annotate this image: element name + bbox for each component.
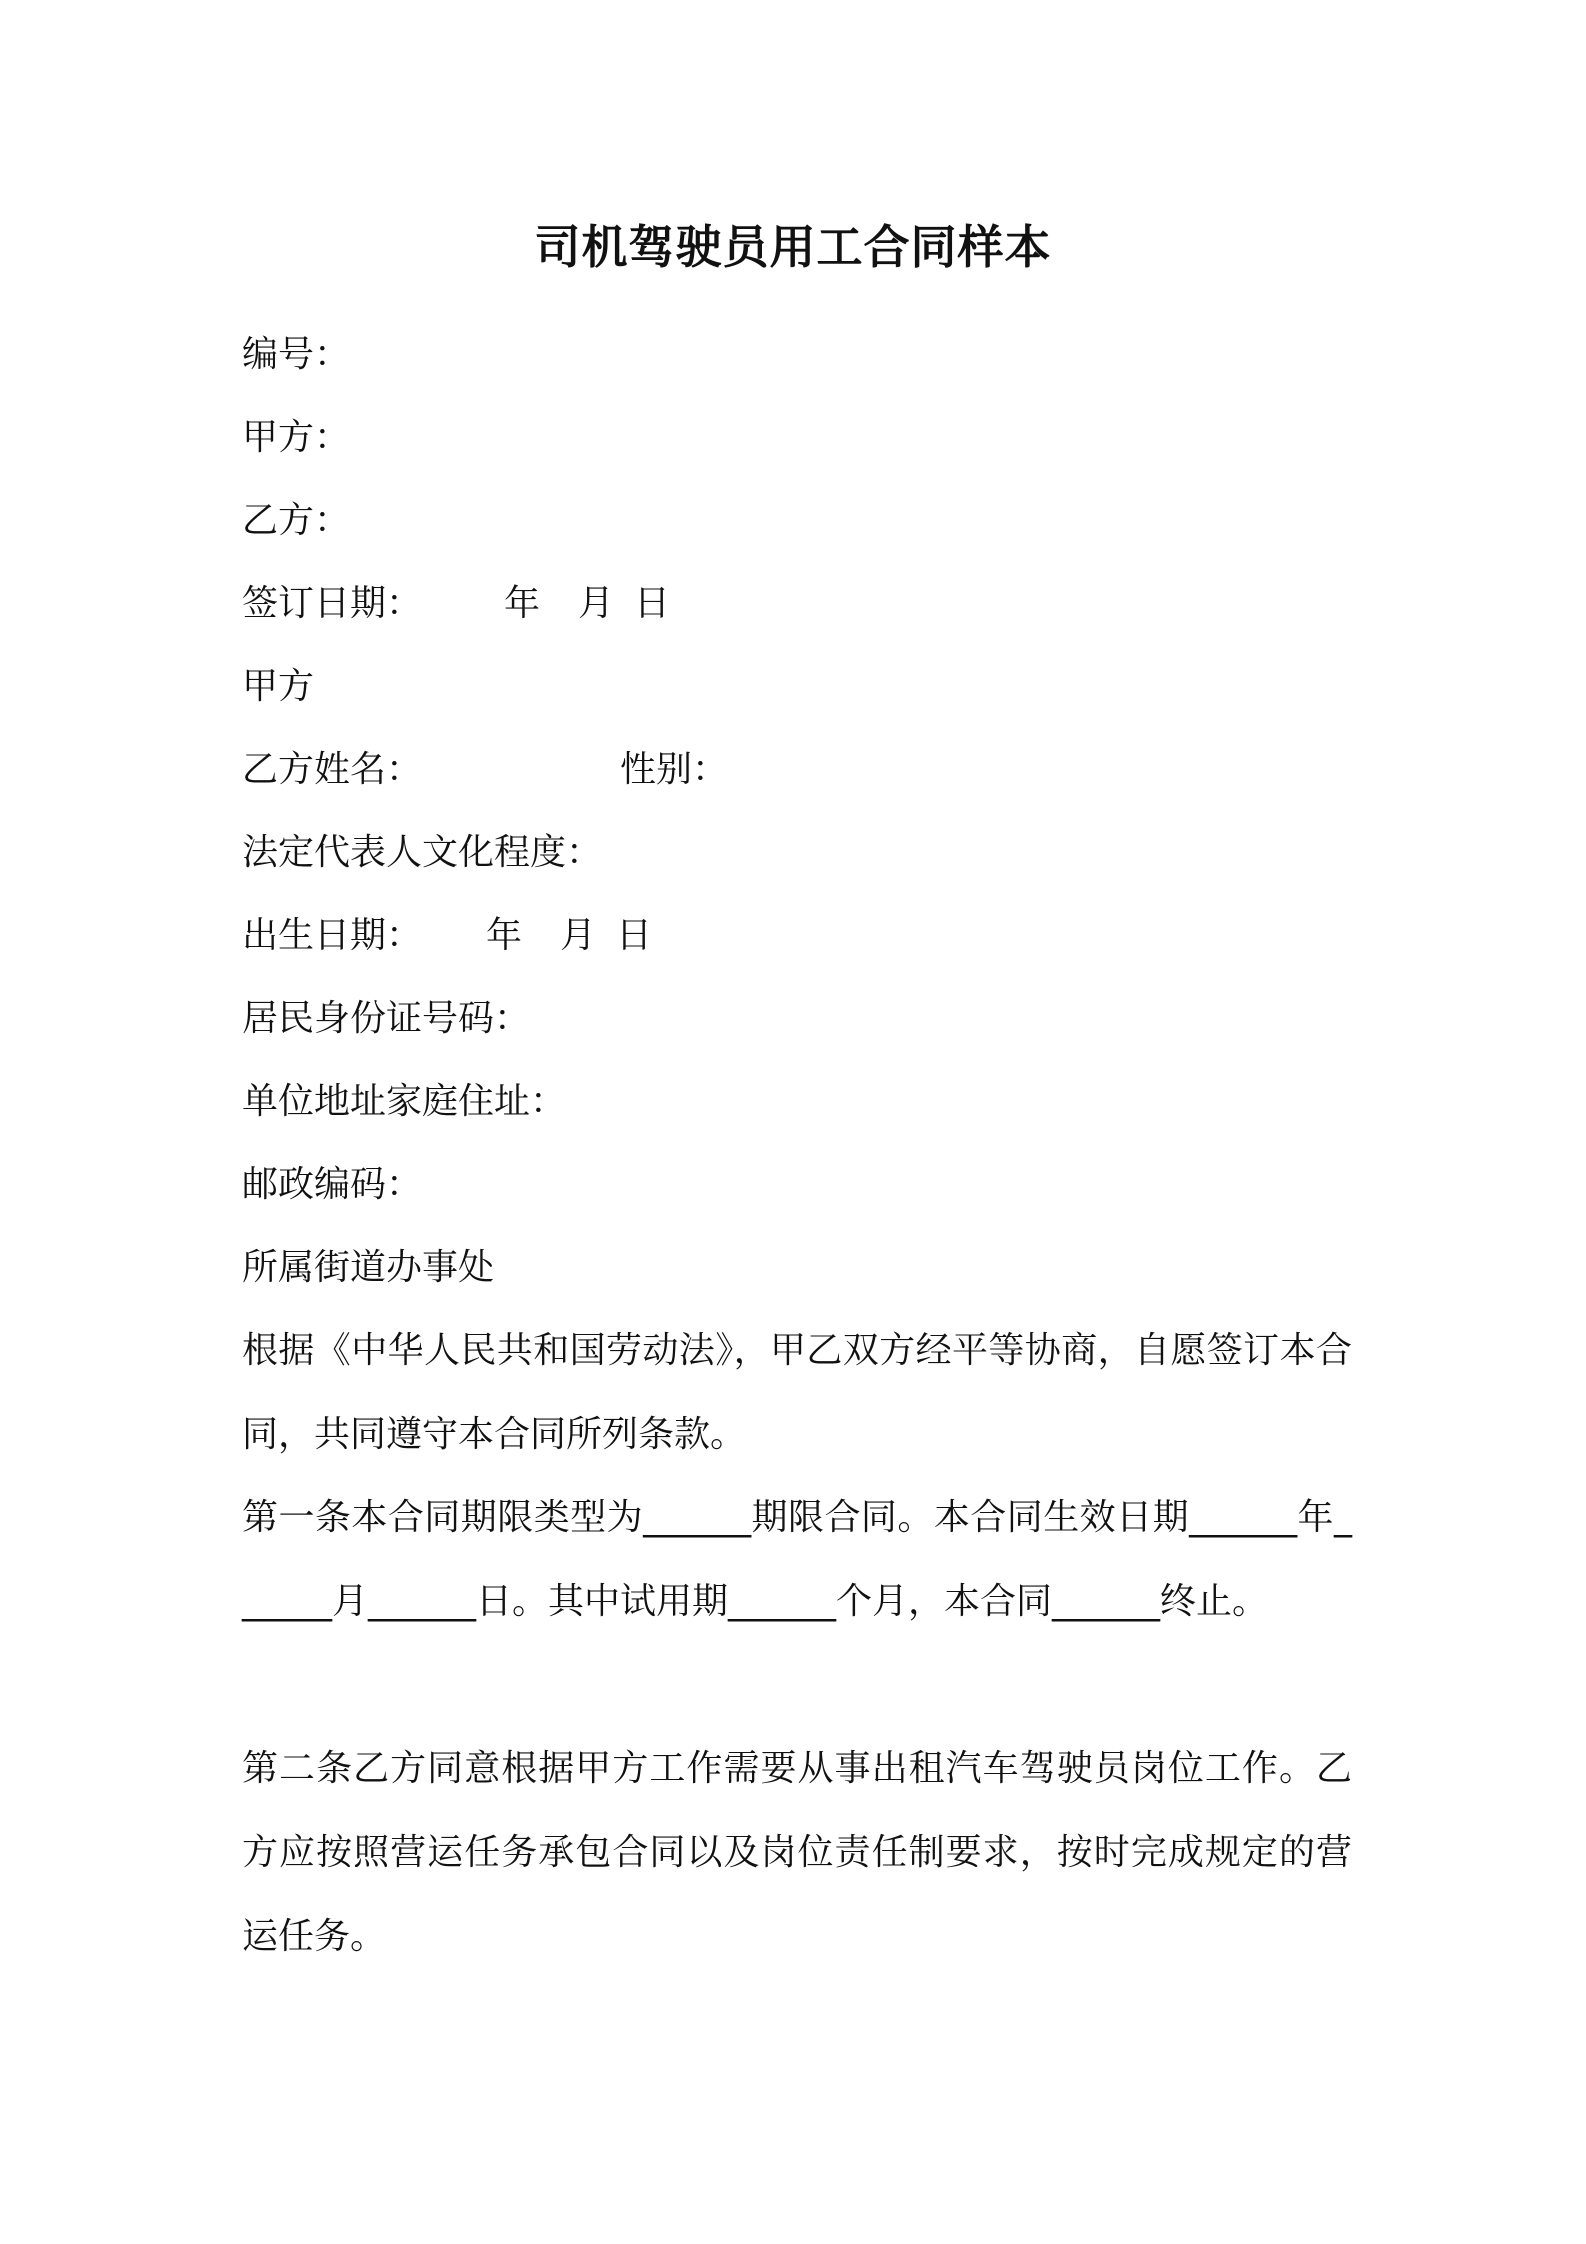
paragraph-article-2: 第二条乙方同意根据甲方工作需要从事出租汽车驾驶员岗位工作。乙方应按照营运任务承包合同以及岗位责任制要求，按时完成规定的营运任务。 — [242, 1748, 1352, 1957]
gender-label: 性别： — [620, 749, 729, 790]
paragraph-intro: 根据《中华人民共和国劳动法》，甲乙双方经平等协商，自愿签订本合同，共同遵守本合同所列条款。 — [242, 1330, 1352, 1455]
birth-date-month: 月 — [560, 915, 597, 956]
field-address: 单位地址家庭住址： — [242, 1081, 567, 1122]
field-legal-rep-education: 法定代表人文化程度： — [242, 832, 603, 873]
field-street-office: 所属街道办事处 — [242, 1247, 495, 1288]
birth-date-year: 年 — [486, 915, 523, 956]
field-number: 编号： — [242, 334, 351, 375]
birth-date-day: 日 — [616, 915, 653, 956]
field-party-a: 甲方： — [242, 417, 351, 458]
field-sign-date — [242, 579, 670, 629]
sign-date-month: 月 — [578, 583, 615, 624]
field-party-b: 乙方： — [242, 500, 351, 541]
birth-date-label: 出生日期： — [242, 915, 423, 956]
field-birth-date — [242, 911, 652, 961]
field-party-b-name-row — [242, 745, 728, 795]
party-b-name-label: 乙方姓名： — [242, 749, 423, 790]
document-title: 司机驾驶员用工合同样本 — [534, 220, 1052, 274]
sign-date-label: 签订日期： — [242, 583, 423, 624]
field-postal-code: 邮政编码： — [242, 1164, 423, 1205]
field-party-a-plain: 甲方 — [242, 666, 315, 707]
sign-date-day: 日 — [634, 583, 671, 624]
sign-date-year: 年 — [504, 583, 541, 624]
field-id-number: 居民身份证号码： — [242, 998, 531, 1039]
paragraph-article-1: 第一条本合同期限类型为______期限合同。本合同生效日期______年______月______日。其中试用期______个月，本合同______终止。 — [242, 1497, 1352, 1622]
